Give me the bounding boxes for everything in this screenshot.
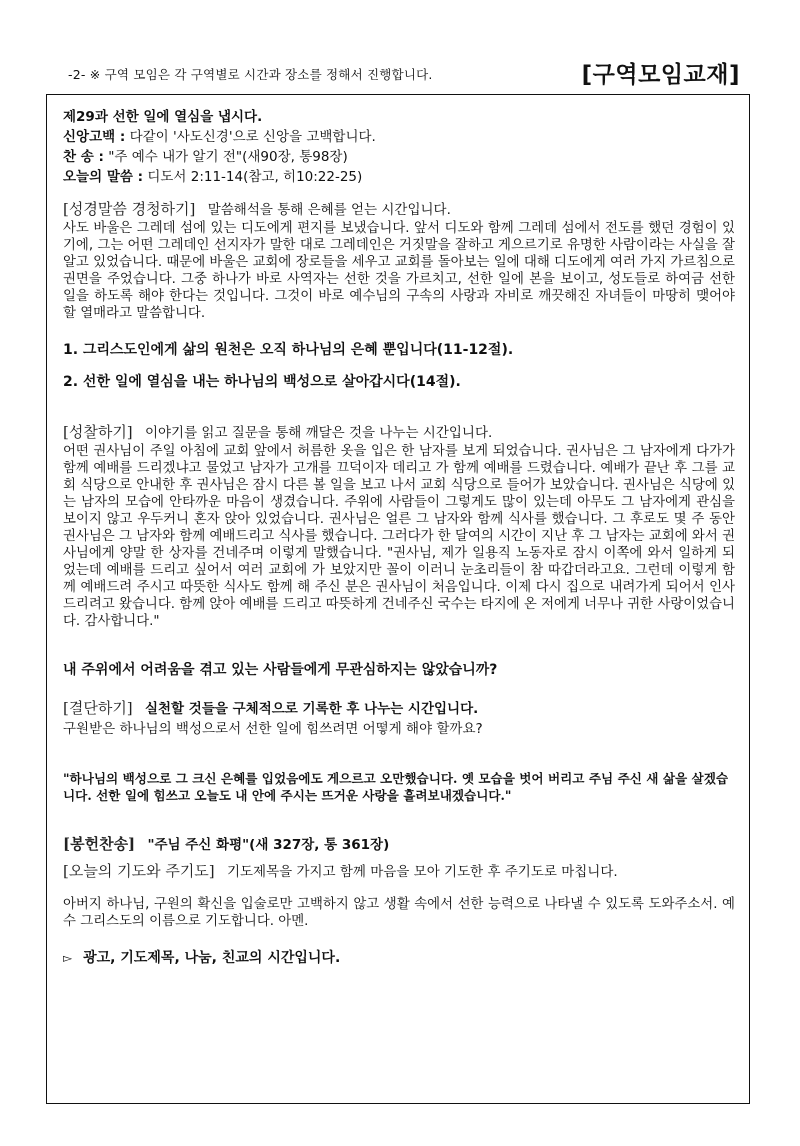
- word-line: [63, 167, 735, 187]
- hymn-text: "주 예수 내가 알기 전"(새90장, 통98장): [108, 149, 348, 165]
- arrow-icon: ▻: [63, 951, 73, 966]
- point-2: 2. 선한 일에 열심을 내는 하나님의 백성으로 살아갑시다(14절).: [63, 374, 461, 390]
- decide-tag: [결단하기]: [63, 699, 133, 717]
- prayer-tag: [오늘의 기도와 주기도]: [63, 862, 215, 881]
- offering-text: "주님 주신 화평"(새 327장, 통 361장): [147, 837, 390, 854]
- word-label: 오늘의 말씀 :: [63, 169, 144, 185]
- offering-line: [63, 834, 735, 855]
- reflect-question: 내 주위에서 어려움을 겪고 있는 사람들에게 무관심하지는 않았습니까?: [63, 662, 498, 678]
- creed-text: 다같이 '사도신경'으로 신앙을 고백합니다.: [129, 129, 376, 145]
- header-title: [구역모임교재]: [581, 62, 740, 88]
- header-note: -2- ※ 구역 모임은 각 구역별로 시간과 장소를 정해서 진행합니다.: [68, 67, 433, 82]
- creed-label: 신앙고백 :: [63, 129, 126, 145]
- point-1: 1. 그리스도인에게 삶의 원천은 오직 하나님의 은혜 뿐입니다(11-12절).: [63, 342, 514, 358]
- prayer-heading: [63, 861, 735, 882]
- lesson-title: 제29과 선한 일에 열심을 냅시다.: [63, 109, 263, 125]
- hymn-label: 찬 송 :: [63, 149, 104, 165]
- listen-intro: 말씀해석을 통해 은혜를 얻는 시간입니다.: [207, 202, 451, 218]
- decide-intro: 실천할 것들을 구체적으로 기록한 후 나누는 시간입니다.: [144, 701, 479, 717]
- listen-body: 사도 바울은 그레데 섬에 있는 디도에게 편지를 보냈습니다. 앞서 디도와 함께 그레데 섬에서 전도를 했던 경험이 있기에, 그는 어떤 그레데인 선지자가 말한 대로 그레데인은 거짓말을 잘하고 게으르기로 유명한 사람이라는 사실을 잘 알고 있었습니다. 때문에 바울은 교회에 장로들을 세우고 교회를 돌아보는 일에 대해 디도에게 여러 가지 가르침으로 권면을 주었습니다. 그중 하나가 바로 사역자는 선한 것을 가르치고, 선한 일에 본을 보이고, 성도들로 하여금 선한 일을 하도록 해야 한다는 것입니다. 그것이 바로 예수님의 구속의 사랑과 자비로 깨끗해진 자녀들이 마땅히 맺어야 할 열매라고 말씀합니다.: [63, 221, 735, 321]
- prayer-intro: 기도제목을 가지고 함께 마음을 모아 기도한 후 주기도로 마칩니다.: [226, 864, 618, 881]
- creed-line: [63, 127, 735, 147]
- decide-question: 구원받은 하나님의 백성으로서 선한 일에 힘쓰려면 어떻게 해야 할까요?: [63, 721, 483, 737]
- prayer-body: 아버지 하나님, 구원의 확신을 입술로만 고백하지 않고 생활 속에서 선한 능력으로 나타낼 수 있도록 도와주소서. 예수 그리스도의 이름으로 기도합니다. 아멘.: [63, 897, 735, 930]
- decide-heading: [63, 698, 735, 719]
- reflect-intro: 이야기를 읽고 질문을 통해 깨달은 것을 나누는 시간입니다.: [144, 425, 493, 441]
- offering-tag: [봉헌찬송]: [63, 835, 136, 854]
- reflect-tag: [성찰하기]: [63, 423, 133, 441]
- hymn-line: [63, 147, 735, 167]
- lesson-content: [63, 107, 735, 968]
- commitment-text: "하나님의 백성으로 그 크신 은혜를 입었음에도 게으르고 오만했습니다. 옛 모습을 벗어 버리고 주님 주신 새 삶을 살겠습니다. 선한 일에 힘쓰고 오늘도 내 안에 주시는 뜨거운 사랑을 흘려보내겠습니다.": [63, 770, 729, 803]
- closing-text: 광고, 기도제목, 나눔, 친교의 시간입니다.: [83, 950, 341, 967]
- listen-tag: [성경말씀 경청하기]: [63, 200, 196, 218]
- page-header: [60, 56, 740, 90]
- closing-line: [63, 948, 735, 968]
- reflect-body: 어떤 권사님이 주일 아침에 교회 앞에서 허름한 옷을 입은 한 남자를 보게 되었습니다. 권사님은 그 남자에게 다가가 함께 예배를 드리겠냐고 물었고 남자가 고개를 끄덕이자 데리고 가 함께 예배를 드렸습니다. 예배가 끝난 후 그를 교회 식당으로 안내한 후 권사님은 잠시 다른 볼 일을 보고 나서 교회 식당으로 들어가 보았습니다. 권사님은 식당에 있는 남자의 모습에 안타까운 마음이 생겼습니다. 주위에 사람들이 그렇게도 많이 있는데 아무도 그 남자에게 관심을 보이지 않고 우두커니 혼자 앉아 있었습니다. 권사님은 얼른 그 남자와 함께 식사를 했습니다. 그 후로도 몇 주 동안 권사님은 그 남자와 함께 예배드리고 식사를 했습니다. 그러다가 한 달여의 시간이 지난 후 그 남자는 교회에 와서 권사님에게 양말 한 상자를 건네주며 이렇게 말했습니다. "권사님, 제가 일용직 노동자로 잠시 이쪽에 와서 일하게 되었는데 예배를 드리고 싶어서 여러 교회에 가 보았지만 꼴이 이러니 눈초리들이 참 따갑더라고요. 그런데 이렇게 함께 예배드려 주시고 따뜻한 식사도 함께 해 주신 분은 권사님이 처음입니다. 이제 다시 집으로 내려가게 되어서 인사드리려고 왔습니다. 함께 앉아 예배를 드리고 따뜻하게 건네주신 국수는 타지에 온 저에게 너무나 귀한 사랑이었습니다. 감사합니다.": [63, 444, 735, 629]
- lesson-frame: [46, 94, 750, 1104]
- reflect-heading: [63, 422, 735, 443]
- word-text: 디도서 2:11-14(참고, 히10:22-25): [147, 169, 363, 185]
- listen-heading: [63, 199, 735, 220]
